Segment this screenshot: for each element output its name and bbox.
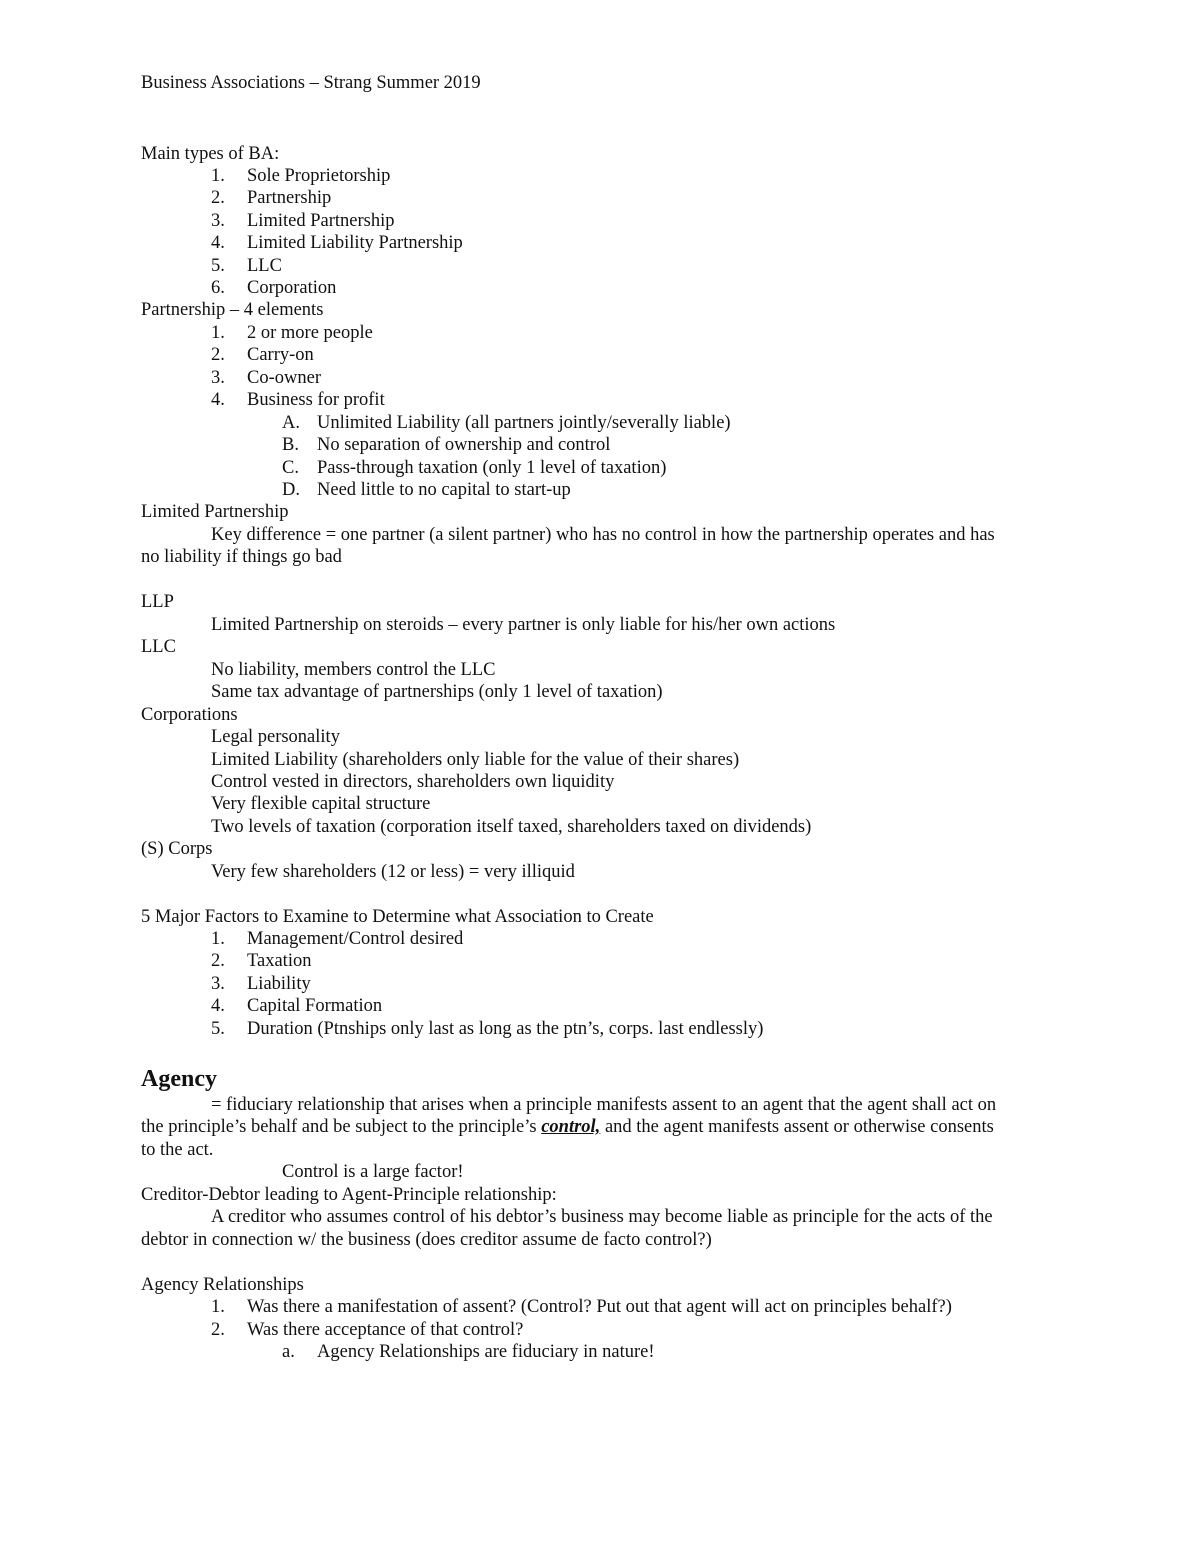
creditor-text: debtor in connection w/ the business (does creditor assume de facto control?) [141,1230,712,1250]
list-item: 2. Was there acceptance of that control? [211,1320,524,1340]
sub-list-item: D. Need little to no capital to start-up [282,480,571,500]
list-item: 4. Business for profit [211,390,385,410]
list-item: 1. 2 or more people [211,323,373,343]
limited-partnership-text: Key difference = one partner (a silent partner) who has no control in how the partnership operates and has [211,525,995,545]
factors-heading: 5 Major Factors to Examine to Determine what Association to Create [141,907,654,927]
agency-heading: Agency [141,1066,217,1092]
list-item: 4. Capital Formation [211,996,383,1016]
list-item: 6. Corporation [211,278,337,298]
agency-definition: to the act. [141,1140,214,1160]
limited-partnership-heading: Limited Partnership [141,502,289,522]
corporations-text: Control vested in directors, shareholders own liquidity [211,772,615,792]
list-item: 5. Duration (Ptnships only last as long as the ptn’s, corps. last endlessly) [211,1019,764,1039]
control-note: Control is a large factor! [282,1162,464,1182]
corporations-text: Very flexible capital structure [211,794,431,814]
corporations-text: Limited Liability (shareholders only liable for the value of their shares) [211,750,740,770]
corporations-text: Legal personality [211,727,340,747]
llc-text: No liability, members control the LLC [211,660,496,680]
llc-text: Same tax advantage of partnerships (only 1 level of taxation) [211,682,663,702]
list-item: 4. Limited Liability Partnership [211,233,463,253]
limited-partnership-text: no liability if things go bad [141,547,342,567]
main-types-heading: Main types of BA: [141,144,280,164]
s-corps-text: Very few shareholders (12 or less) = very illiquid [211,862,575,882]
llp-text: Limited Partnership on steroids – every partner is only liable for his/her own actions [211,615,836,635]
list-item: 3. Co-owner [211,368,321,388]
control-emphasis: control, [541,1117,601,1137]
corporations-heading: Corporations [141,705,238,725]
document-header: Business Associations – Strang Summer 2019 [141,73,481,93]
agency-definition: = fiduciary relationship that arises when a principle manifests assent to an agent that the agent shall act on [211,1095,997,1115]
partnership-heading: Partnership – 4 elements [141,300,324,320]
s-corps-heading: (S) Corps [141,839,213,859]
sub-list-item: a. Agency Relationships are fiduciary in nature! [282,1342,655,1362]
sub-list-item: B. No separation of ownership and control [282,435,611,455]
llp-heading: LLP [141,592,174,612]
list-item: 3. Liability [211,974,311,994]
creditor-heading: Creditor-Debtor leading to Agent-Principle relationship: [141,1185,557,1205]
list-item: 2. Partnership [211,188,332,208]
list-item: 1. Sole Proprietorship [211,166,391,186]
list-item: 5. LLC [211,256,282,276]
llc-heading: LLC [141,637,176,657]
list-item: 1. Was there a manifestation of assent? (Control? Put out that agent will act on principles behalf?) [211,1297,952,1317]
list-item: 1. Management/Control desired [211,929,464,949]
sub-list-item: C. Pass-through taxation (only 1 level of taxation) [282,458,667,478]
agency-definition: the principle’s behalf and be subject to the principle’s control, and the agent manifests assent or otherwise consents [141,1117,994,1137]
agency-relationships-heading: Agency Relationships [141,1275,304,1295]
creditor-text: A creditor who assumes control of his debtor’s business may become liable as principle for the acts of the [211,1207,993,1227]
list-item: 3. Limited Partnership [211,211,395,231]
list-item: 2. Taxation [211,951,312,971]
corporations-text: Two levels of taxation (corporation itself taxed, shareholders taxed on dividends) [211,817,812,837]
sub-list-item: A. Unlimited Liability (all partners jointly/severally liable) [282,413,731,433]
list-item: 2. Carry-on [211,345,314,365]
